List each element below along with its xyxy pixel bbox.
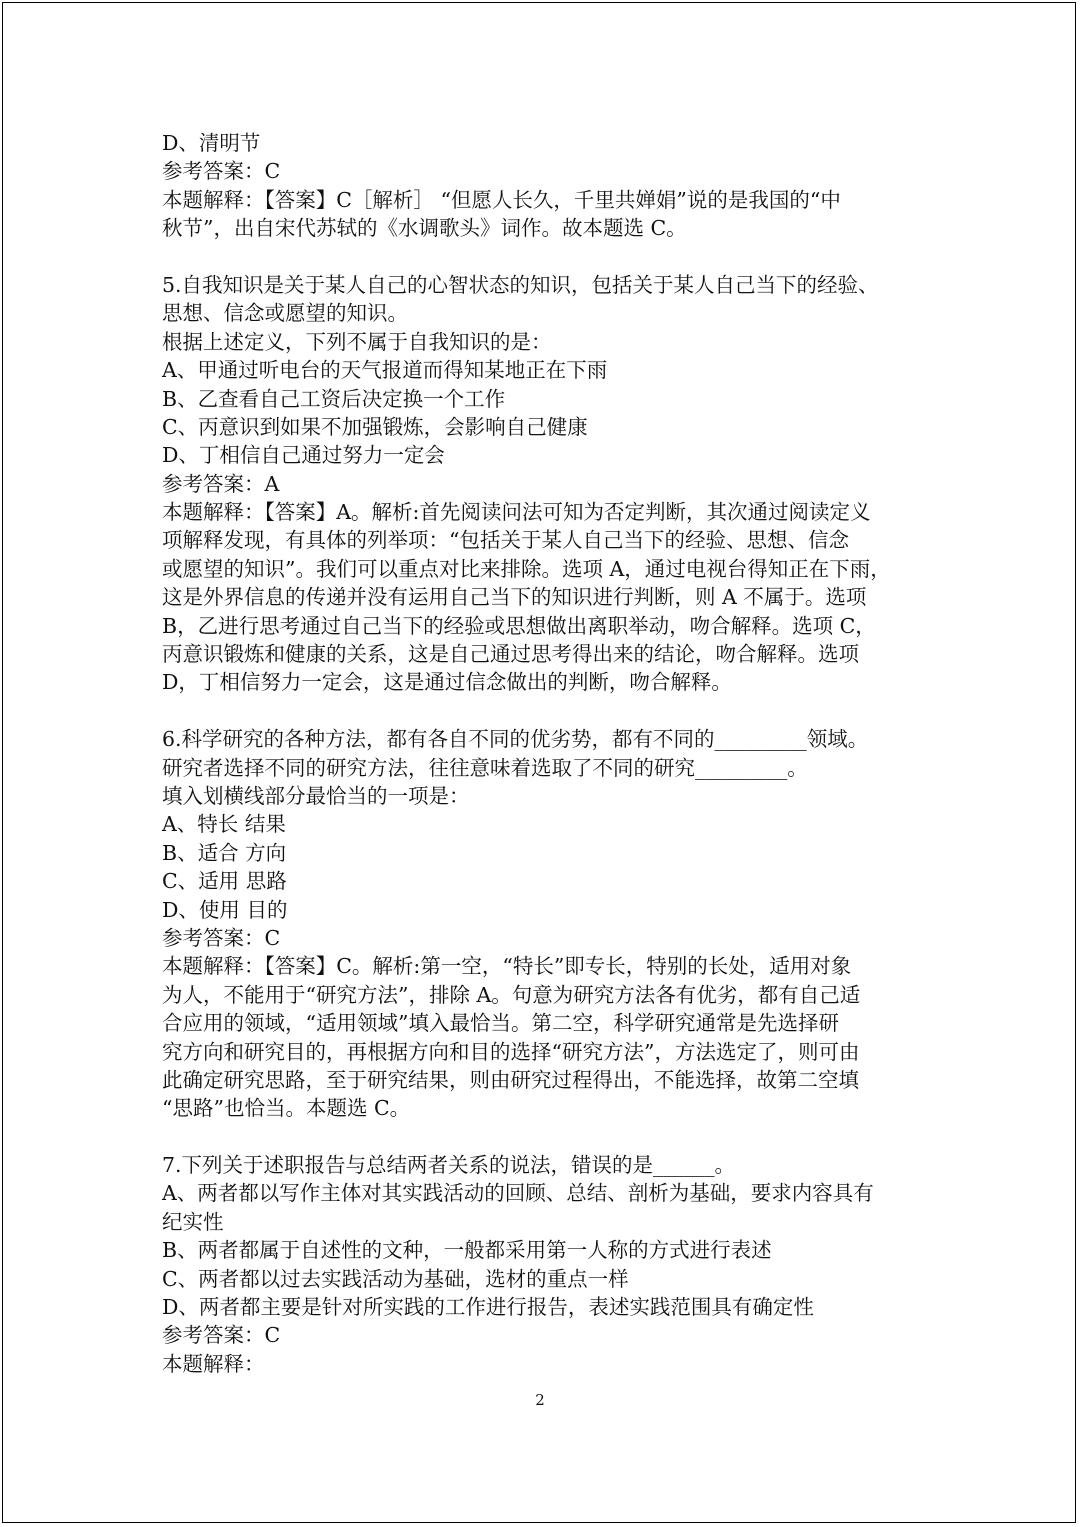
q7-option: A、两者都以写作主体对其实践活动的回顾、总结、剖析为基础，要求内容具有: [162, 1181, 874, 1206]
q5-option: C、丙意识到如果不加强锻炼，会影响自己健康: [162, 414, 588, 439]
q4-option-d: D、清明节: [162, 131, 261, 155]
q5-option: A、甲通过听电台的天气报道而得知某地正在下雨: [162, 358, 608, 383]
q5-stem-line: 思想、信念或愿望的知识。: [162, 301, 408, 326]
q6-option: B、适合 方向: [162, 840, 287, 865]
q6-stem-line: 填入划横线部分最恰当的一项是：: [162, 783, 470, 808]
q7-option: 纪实性: [162, 1209, 224, 1234]
q6-explanation-line: 究方向和研究目的，再根据方向和目的选择“研究方法”，方法选定了，则可由: [162, 1039, 860, 1064]
q6-explanation-line: “思路”也恰当。本题选 C。: [162, 1096, 411, 1121]
q5-option: D、丁相信自己通过努力一定会: [162, 443, 445, 468]
q7-stem-line: 7.下列关于述职报告与总结两者关系的说法，错误的是______。: [162, 1153, 736, 1178]
q6-explanation-line: 本题解释：【答案】C。解析:第一空，“特长”即专长，特别的长处，适用对象: [162, 954, 852, 979]
q5-stem-line: 5.自我知识是关于某人自己的心智状态的知识，包括关于某人自己当下的经验、: [162, 272, 879, 297]
q6-explanation-line: 为人，不能用于“研究方法”，排除 A。句意为研究方法各有优劣，都有自己适: [162, 982, 861, 1007]
q5-explanation-line: B，乙进行思考通过自己当下的经验或思想做出离职举动，吻合解释。选项 C，: [162, 613, 876, 638]
q6-explanation-line: 合应用的领域，“适用领域”填入最恰当。第二空，科学研究通常是先选择研: [162, 1011, 839, 1036]
q6-stem-line: 研究者选择不同的研究方法，往往意味着选取了不同的研究_________。: [162, 755, 808, 780]
q5-explanation-line: 这是外界信息的传递并没有运用自己当下的知识进行判断，则 A 不属于。选项: [162, 585, 867, 610]
q6-option: A、特长 结果: [162, 812, 286, 837]
q5-explanation-line: D，丁相信努力一定会，这是通过信念做出的判断，吻合解释。: [162, 670, 732, 695]
q7-option: D、两者都主要是针对所实践的工作进行报告，表述实践范围具有确定性: [162, 1295, 814, 1320]
q5-stem-line: 根据上述定义，下列不属于自我知识的是：: [162, 329, 552, 354]
q7-answer: 参考答案：C: [162, 1323, 281, 1348]
q7-option: B、两者都属于自述性的文种，一般都采用第一人称的方式进行表述: [162, 1238, 772, 1263]
q5-option: B、乙查看自己工资后决定换一个工作: [162, 386, 506, 411]
q5-answer: 参考答案：A: [162, 471, 280, 496]
q5-explanation-line: 项解释发现，有具体的列举项：“包括关于某人自己当下的经验、思想、信念: [162, 528, 849, 553]
q6-answer: 参考答案：C: [162, 925, 281, 950]
spacer: [162, 697, 922, 725]
page-number: 2: [535, 1391, 545, 1409]
q7-explanation-line: 本题解释：: [162, 1351, 265, 1376]
q4-explanation-line: 秋节”，出自宋代苏轼的《水调歌头》词作。故本题选 C。: [162, 216, 687, 241]
q6-option: D、使用 目的: [162, 897, 288, 922]
q5-explanation-line: 本题解释：【答案】A。解析:首先阅读问法可知为否定判断，其次通过阅读定义: [162, 500, 871, 525]
q5-explanation-line: 或愿望的知识”。我们可以重点对比来排除。选项 A，通过电视台得知正在下雨，: [162, 556, 891, 581]
q4-explanation-line: 本题解释：【答案】C［解析］ “但愿人长久，千里共婵娟”说的是我国的“中: [162, 187, 841, 212]
page-content: [162, 129, 922, 1378]
q6-option: C、适用 思路: [162, 869, 287, 894]
spacer: [162, 243, 922, 271]
q4-answer: 参考答案：C: [162, 159, 281, 184]
spacer: [162, 1123, 922, 1151]
q5-explanation-line: 丙意识锻炼和健康的关系，这是自己通过思考得出来的结论，吻合解释。选项: [162, 642, 859, 667]
q7-option: C、两者都以过去实践活动为基础，选材的重点一样: [162, 1266, 629, 1291]
q6-explanation-line: 此确定研究思路，至于研究结果，则由研究过程得出，不能选择，故第二空填: [162, 1067, 859, 1092]
q6-stem-line: 6.科学研究的各种方法，都有各自不同的优劣势，都有不同的_________领域。: [162, 727, 869, 752]
